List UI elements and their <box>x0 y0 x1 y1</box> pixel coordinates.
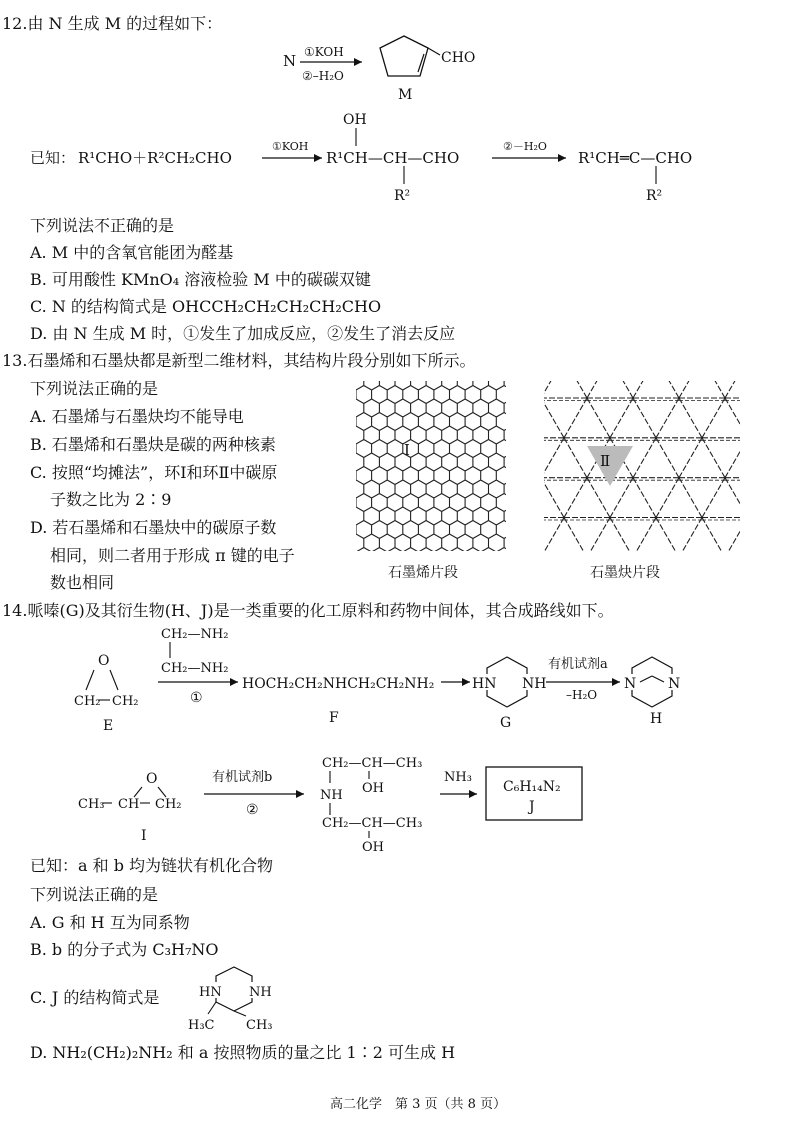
nh3: NH₃ <box>444 770 472 785</box>
q13-option-d-cont1: 相同，则二者用于形成 π 键的电子 <box>50 546 295 565</box>
q12-option-b: B. 可用酸性 KMnO₄ 溶液检验 M 中的碳碳双键 <box>30 270 371 289</box>
q13-option-c-cont: 子数之比为 2∶9 <box>50 490 172 509</box>
q12-m-cho: CHO <box>441 50 476 66</box>
q13-option-c: C. 按照“均摊法”，环Ⅰ和环Ⅱ中碳原 <box>30 463 278 482</box>
k-nh: NH <box>320 788 343 803</box>
q13-option-a: A. 石墨烯与石墨炔均不能导电 <box>30 407 244 426</box>
e-label: E <box>103 718 114 734</box>
q13-option-d: D. 若石墨烯和石墨炔中的碳原子数 <box>30 518 277 537</box>
q14-option-c: C. J 的结构简式是 <box>30 988 160 1007</box>
q12-reactant: N <box>283 52 297 70</box>
page-footer: 高二化学 第 3 页（共 8 页） <box>330 1097 507 1112</box>
q12-r2b: R² <box>646 188 663 204</box>
q12-aldol: R¹CH—CH—CHO <box>326 149 460 167</box>
q12-stem: 12.由 N 生成 M 的过程如下： <box>2 14 223 33</box>
g-nh: NH <box>522 676 547 692</box>
q14-option-b: B. b 的分子式为 C₃H₇NO <box>30 940 219 959</box>
q13-option-d-cont2: 数也相同 <box>50 573 115 592</box>
reagent-a: 有机试剂a <box>548 657 608 672</box>
graphene-caption: 石墨烯片段 <box>388 565 458 581</box>
q14-known: 已知：a 和 b 均为链状有机化合物 <box>30 856 274 875</box>
q12-oh: OH <box>343 112 367 128</box>
i-ch3: CH₃ <box>78 797 105 812</box>
q12-m-label: M <box>398 87 413 103</box>
f-label: F <box>329 710 339 726</box>
c-ch3: CH₃ <box>246 1018 273 1033</box>
q12-step2: ②–H₂O <box>302 69 344 83</box>
q13-option-b: B. 石墨烯和石墨炔是碳的两种核素 <box>30 435 276 454</box>
graphene-ring-label: Ⅰ <box>404 441 410 459</box>
k-oh2: OH <box>362 840 384 855</box>
q12-option-a: A. M 中的含氧官能团为醛基 <box>30 243 234 262</box>
q12-option-c: C. N 的结构简式是 OHCCH₂CH₂CH₂CH₂CHO <box>30 297 382 316</box>
q14-stem: 14.哌嗪(G)及其衍生物(H、J)是一类重要的化工原料和药物中间体，其合成路线如下。 <box>2 601 614 620</box>
g-hn: HN <box>472 676 497 692</box>
h-n2: N <box>668 676 681 692</box>
i-label: I <box>141 828 147 844</box>
q12-option-d: D. 由 N 生成 M 时，①发生了加成反应，②发生了消去反应 <box>30 324 456 343</box>
reagent-top: CH₂—NH₂ <box>161 627 229 642</box>
i-oxygen: O <box>146 771 158 787</box>
h-n1: N <box>624 676 637 692</box>
g-label: G <box>500 715 512 731</box>
e-ch2-left: CH₂ <box>74 694 101 709</box>
q14-option-d: D. NH₂(CH₂)₂NH₂ 和 a 按照物质的量之比 1∶2 可生成 H <box>30 1043 456 1062</box>
q13-question: 下列说法正确的是 <box>30 379 159 398</box>
step-1: ① <box>190 690 203 706</box>
q14-option-a: A. G 和 H 互为同系物 <box>30 913 190 932</box>
f-formula: HOCH₂CH₂NHCH₂CH₂NH₂ <box>242 676 435 692</box>
q12-r2: R² <box>394 188 411 204</box>
e-oxygen: O <box>98 653 110 669</box>
q12-question: 下列说法不正确的是 <box>30 216 175 235</box>
q12-step1: ①KOH <box>304 45 344 59</box>
k-oh1: OH <box>362 781 384 796</box>
graphyne-ring-label: Ⅱ <box>600 452 611 470</box>
e-ch2-right: CH₂ <box>112 694 139 709</box>
q12-known-prefix: 已知： <box>30 149 76 167</box>
c-h3c: H₃C <box>188 1018 215 1033</box>
c-nh: NH <box>249 985 272 1000</box>
graphyne-caption: 石墨炔片段 <box>590 565 660 581</box>
reagent-b: 有机试剂b <box>212 770 273 785</box>
k-top: CH₂—CH—CH₃ <box>322 756 423 771</box>
k-bottom: CH₂—CH—CH₃ <box>322 816 423 831</box>
q12-enal: R¹CH═C—CHO <box>578 149 693 167</box>
h-label: H <box>650 711 663 727</box>
minus-h2o: –H₂O <box>566 688 598 702</box>
j-formula: C₆H₁₄N₂ <box>503 779 561 795</box>
j-label: J <box>529 799 535 815</box>
q12-r1cho: R¹CHO＋R²CH₂CHO <box>78 149 232 167</box>
c-hn: HN <box>199 985 222 1000</box>
q12-known-step1: ①KOH <box>272 140 309 153</box>
q14-question: 下列说法正确的是 <box>30 885 159 904</box>
reagent-bottom: CH₂—NH₂ <box>161 661 229 676</box>
i-ch: CH <box>118 797 140 812</box>
q12-known-step2: ②－H₂O <box>503 140 547 153</box>
q13-stem: 13.石墨烯和石墨炔都是新型二维材料，其结构片段分别如下所示。 <box>2 351 476 370</box>
i-ch2: CH₂ <box>155 797 182 812</box>
step-2: ② <box>246 802 259 818</box>
